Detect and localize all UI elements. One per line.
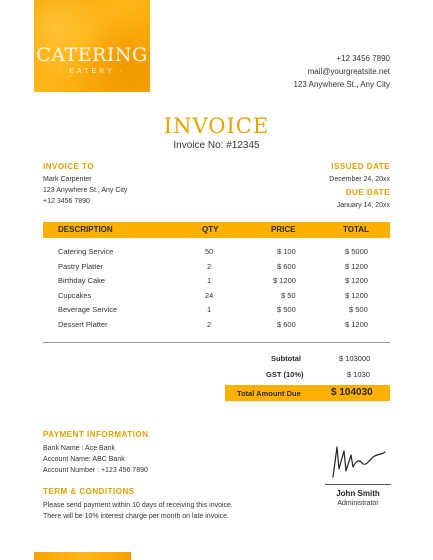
item-qty: 2 (207, 261, 212, 271)
brand-name: CATERING (36, 44, 148, 66)
client-address: 123 Anywhere St., Any City (43, 187, 128, 194)
issued-date: December 24, 20xx (329, 176, 390, 183)
item-qty: 1 (207, 305, 212, 314)
table-row (43, 262, 390, 277)
signer-name: John Smith (336, 489, 380, 498)
header-total: TOTAL (343, 225, 369, 234)
client-phone: +12 3456 7890 (43, 198, 90, 205)
payment-info (43, 430, 148, 476)
header-price: PRICE (271, 225, 296, 234)
item-price: $ 500 (277, 305, 296, 314)
item-qty: 1 (207, 276, 212, 285)
account-number: Account Number : +123 456 7890 (43, 467, 148, 474)
total-due-value: $ 104030 (331, 387, 373, 398)
signature-block (325, 437, 391, 519)
total-due-bar (225, 385, 390, 401)
item-description: Dessert Platter (58, 319, 108, 329)
item-description: Beverage Service (58, 305, 118, 314)
company-phone: +12 3456 7890 (336, 54, 390, 63)
terms-line-2: There will be 10% interest charge per month on late invoice. (43, 513, 229, 520)
total-due-label: Total Amount Due (237, 389, 301, 398)
table-row (43, 305, 390, 320)
table-row (43, 247, 390, 262)
issued-date-label: ISSUED DATE (331, 162, 390, 171)
table-body (43, 247, 390, 334)
header-description: DESCRIPTION (58, 225, 113, 234)
invoice-number: Invoice No: #12345 (173, 140, 260, 151)
signature-mark (325, 437, 391, 483)
table-row (43, 276, 390, 291)
terms-conditions (43, 487, 233, 522)
signer-role: Administrator (337, 500, 379, 507)
subtotal-value: $ 103000 (339, 354, 371, 363)
item-price: $ 50 (281, 290, 296, 300)
item-description: Catering Service (58, 247, 114, 256)
item-description: Pastry Platter (58, 261, 104, 271)
bank-name: Bank Name : Ace Bank (43, 445, 115, 452)
item-qty: 24 (205, 290, 214, 300)
company-contact (294, 52, 391, 91)
payment-info-label: PAYMENT INFORMATION (43, 430, 149, 439)
company-email: mail@yourgreatsite.net (307, 67, 390, 76)
item-qty: 50 (205, 247, 214, 256)
item-total: $ 1200 (345, 319, 368, 329)
item-description: Cupcakes (58, 290, 92, 300)
item-price: $ 100 (277, 247, 296, 256)
item-price: $ 1200 (273, 276, 296, 285)
table-row (43, 320, 390, 335)
bill-to (43, 162, 127, 207)
item-description: Birthday Cake (58, 276, 106, 285)
client-name: Mark Carpenter (43, 176, 92, 183)
signature-line (325, 484, 391, 485)
terms-line-1: Please send payment within 10 days of receiving this invoice. (43, 502, 233, 509)
brand-subtitle: · EATERY · (59, 68, 125, 75)
table-divider (43, 342, 390, 343)
item-price: $ 600 (277, 261, 296, 271)
logo (34, 0, 150, 92)
item-total: $ 500 (349, 305, 368, 314)
due-date-block (337, 188, 390, 211)
subtotal-label: Subtotal (271, 354, 301, 363)
issued-date-block (329, 162, 390, 185)
item-total: $ 1200 (345, 261, 368, 271)
footer-decoration (34, 552, 131, 560)
gst-value: $ 1030 (347, 370, 370, 379)
table-header (43, 222, 390, 238)
header-qty: QTY (202, 225, 219, 234)
bill-to-label: INVOICE TO (43, 162, 95, 171)
due-date: January 14, 20xx (336, 202, 390, 209)
item-price: $ 600 (277, 319, 296, 329)
item-total: $ 5000 (345, 247, 368, 256)
due-date-label: DUE DATE (345, 188, 390, 197)
table-row (43, 291, 390, 306)
invoice-title: INVOICE (163, 114, 270, 138)
terms-label: TERM & CONDITIONS (43, 487, 135, 496)
item-total: $ 1200 (345, 276, 368, 285)
item-total: $ 1200 (345, 290, 368, 300)
gst-label: GST (10%) (266, 370, 304, 379)
item-qty: 2 (207, 319, 212, 329)
company-address: 123 Anywhere St., Any City (293, 80, 390, 89)
account-name: Account Name: ABC Bank (43, 456, 125, 463)
